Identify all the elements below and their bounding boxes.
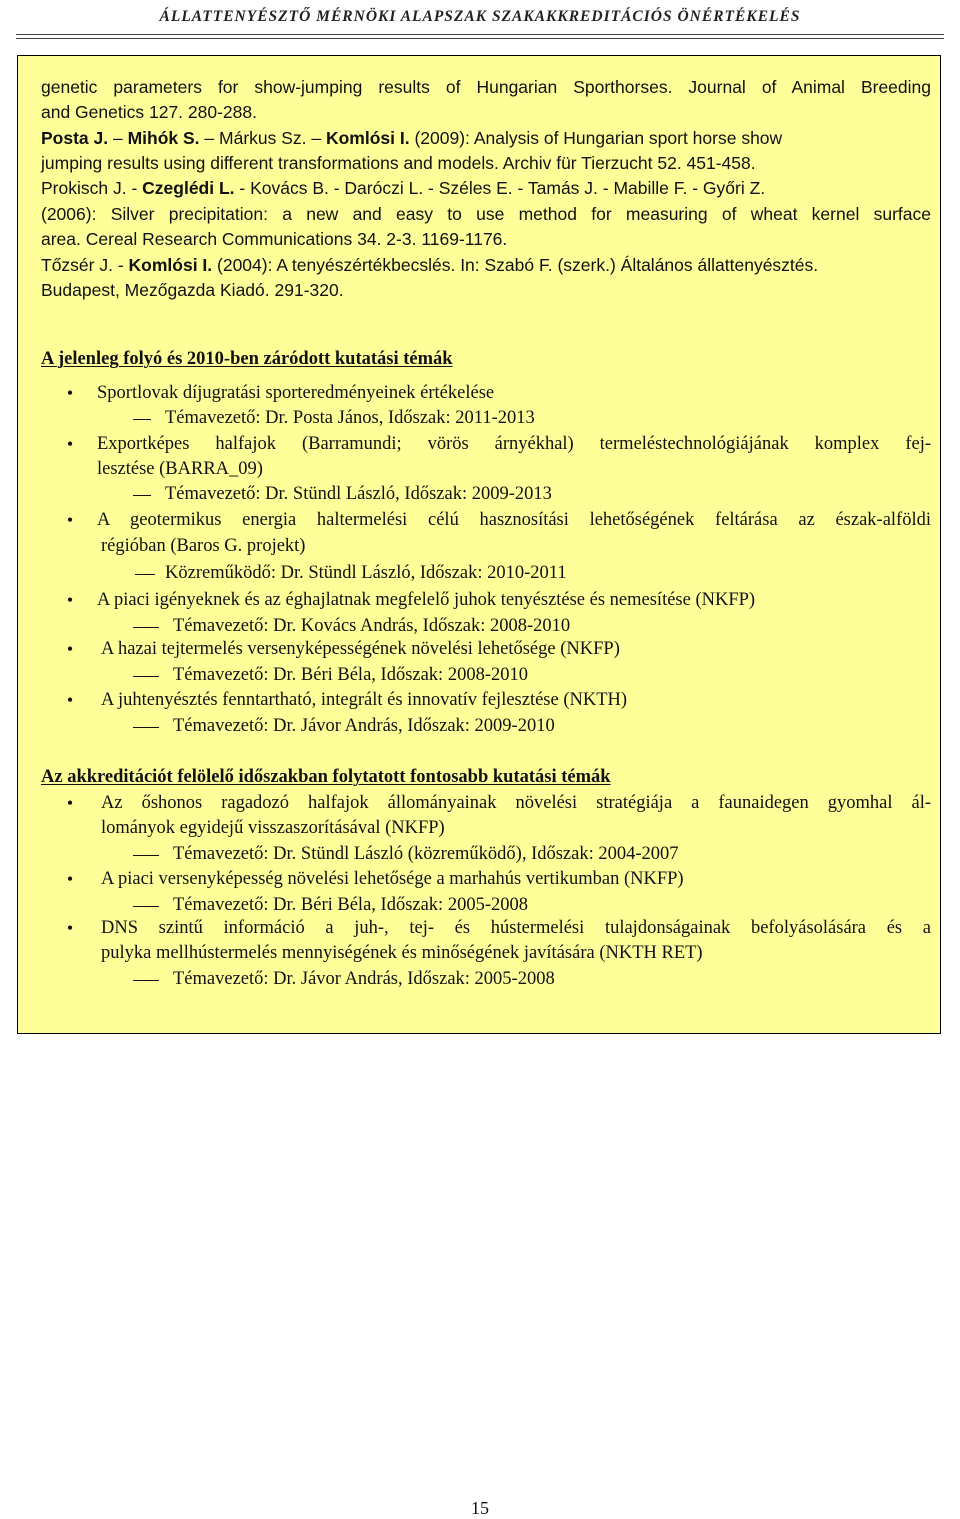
dash-icon — [133, 676, 159, 677]
reference-line: (2006): Silver precipitation: a new and easy to use method for measuring of wheat kernel surface — [41, 204, 931, 224]
header-rule-bottom — [16, 38, 944, 39]
bullet-icon: • — [66, 383, 74, 403]
research-topic-title: DNS szintű információ a juh-, tej- és hústermelési tulajdonságainak befolyásolására és a — [101, 918, 931, 938]
section-heading-accreditation-research: Az akkreditációt felölelő időszakban folytatott fontosabb kutatási témák — [41, 767, 611, 787]
research-topic-detail: Témavezető: Dr. Posta János, Időszak: 2011-2013 — [165, 408, 535, 428]
bullet-icon: • — [66, 639, 74, 659]
research-topic-title: A piaci igényeknek és az éghajlatnak megfelelő juhok tenyésztése és nemesítése (NKFP) — [97, 590, 756, 610]
research-topic-detail: Témavezető: Dr. Jávor András, Időszak: 2009-2010 — [173, 716, 555, 736]
research-topic-title-cont: lományok egyidejű visszaszorításával (NKFP) — [101, 818, 445, 838]
bullet-icon: • — [66, 793, 74, 813]
research-topic-detail: Témavezető: Dr. Kovács András, Időszak: 2008-2010 — [173, 616, 571, 636]
research-topic-detail: Témavezető: Dr. Béri Béla, Időszak: 2005-2008 — [173, 895, 528, 915]
research-topic-title: Exportképes halfajok (Barramundi; vörös árnyékhal) termeléstechnológiájának komplex fej- — [97, 434, 931, 454]
section-heading-current-research: A jelenleg folyó és 2010-ben záródott kutatási témák — [41, 349, 453, 369]
author-czegledi: Czeglédi L. — [142, 178, 235, 198]
reference-line: jumping results using different transformations and models. Archiv für Tierzucht 52. 451-458. — [41, 153, 756, 173]
bullet-icon: • — [66, 434, 74, 454]
research-topic-detail: Témavezető: Dr. Béri Béla, Időszak: 2008-2010 — [173, 665, 528, 685]
research-topic-detail: Témavezető: Dr. Stündl László (közreműködő), Időszak: 2004-2007 — [173, 844, 679, 864]
research-topic-title: Az őshonos ragadozó halfajok állományainak növelési stratégiája a faunaidegen gyomhal ál- — [101, 793, 931, 813]
research-topic-title-cont: régióban (Baros G. projekt) — [101, 536, 306, 556]
dash-icon — [133, 906, 159, 907]
research-topic-title-cont: lesztése (BARRA_09) — [97, 459, 263, 479]
research-topic-title: A hazai tejtermelés versenyképességének növelési lehetősége (NKFP) — [101, 639, 620, 659]
header-rule-top — [16, 34, 944, 35]
reference-line: and Genetics 127. 280-288. — [41, 102, 257, 122]
reference-line: genetic parameters for show-jumping results of Hungarian Sporthorses. Journal of Animal Breeding — [41, 77, 931, 97]
bullet-icon: • — [66, 510, 74, 530]
research-topic-detail: Témavezető: Dr. Jávor András, Időszak: 2005-2008 — [173, 969, 555, 989]
reference-line: area. Cereal Research Communications 34. 2-3. 1169-1176. — [41, 229, 508, 249]
author-mihok: Mihók S. — [127, 128, 200, 148]
page-number: 15 — [471, 1498, 489, 1518]
author-komlosi: Komlósi I. — [128, 255, 213, 275]
dash-icon — [133, 855, 159, 856]
dash-icon — [133, 495, 151, 496]
research-topic-title: A geotermikus energia haltermelési célú hasznosítási lehetőségének feltárása az észak-alföldi — [97, 510, 931, 530]
bullet-icon: • — [66, 690, 74, 710]
author-posta: Posta J. — [41, 128, 109, 148]
research-topic-title: A juhtenyésztés fenntartható, integrált és innovatív fejlesztése (NKTH) — [101, 690, 628, 710]
bullet-icon: • — [66, 918, 74, 938]
dash-icon — [135, 574, 155, 575]
research-topic-title: A piaci versenyképesség növelési lehetősége a marhahús vertikumban (NKFP) — [101, 869, 684, 889]
dash-icon — [133, 627, 159, 628]
research-topic-detail: Témavezető: Dr. Stündl László, Időszak: 2009-2013 — [165, 484, 552, 504]
document-header: ÁLLATTENYÉSZTŐ MÉRNÖKI ALAPSZAK SZAKAKKREDITÁCIÓS ÖNÉRTÉKELÉS — [159, 8, 801, 25]
dash-icon — [133, 980, 159, 981]
reference-posta: Posta J. – Mihók S. – Márkus Sz. – Komlósi I. (2009): Analysis of Hungarian sport horse show — [41, 128, 783, 148]
dash-icon — [133, 727, 159, 728]
reference-prokisch: Prokisch J. - Czeglédi L. - Kovács B. - Daróczi L. - Széles E. - Tamás J. - Mabille F. - Győri Z. — [41, 178, 766, 198]
research-topic-title-cont: pulyka mellhústermelés mennyiségének és minőségének javítására (NKTH RET) — [101, 943, 703, 963]
dash-icon — [133, 419, 151, 420]
research-topic-detail: Közreműködő: Dr. Stündl László, Időszak: 2010-2011 — [165, 563, 567, 583]
author-komlosi: Komlósi I. — [325, 128, 410, 148]
research-topic-title: Sportlovak díjugratási sporteredményeinek értékelése — [97, 383, 495, 403]
bullet-icon: • — [66, 590, 74, 610]
reference-line: Budapest, Mezőgazda Kiadó. 291-320. — [41, 280, 344, 300]
reference-tozser: Tőzsér J. - Komlósi I. (2004): A tenyészértékbecslés. In: Szabó F. (szerk.) Általános állattenyésztés. — [41, 255, 819, 275]
bullet-icon: • — [66, 869, 74, 889]
